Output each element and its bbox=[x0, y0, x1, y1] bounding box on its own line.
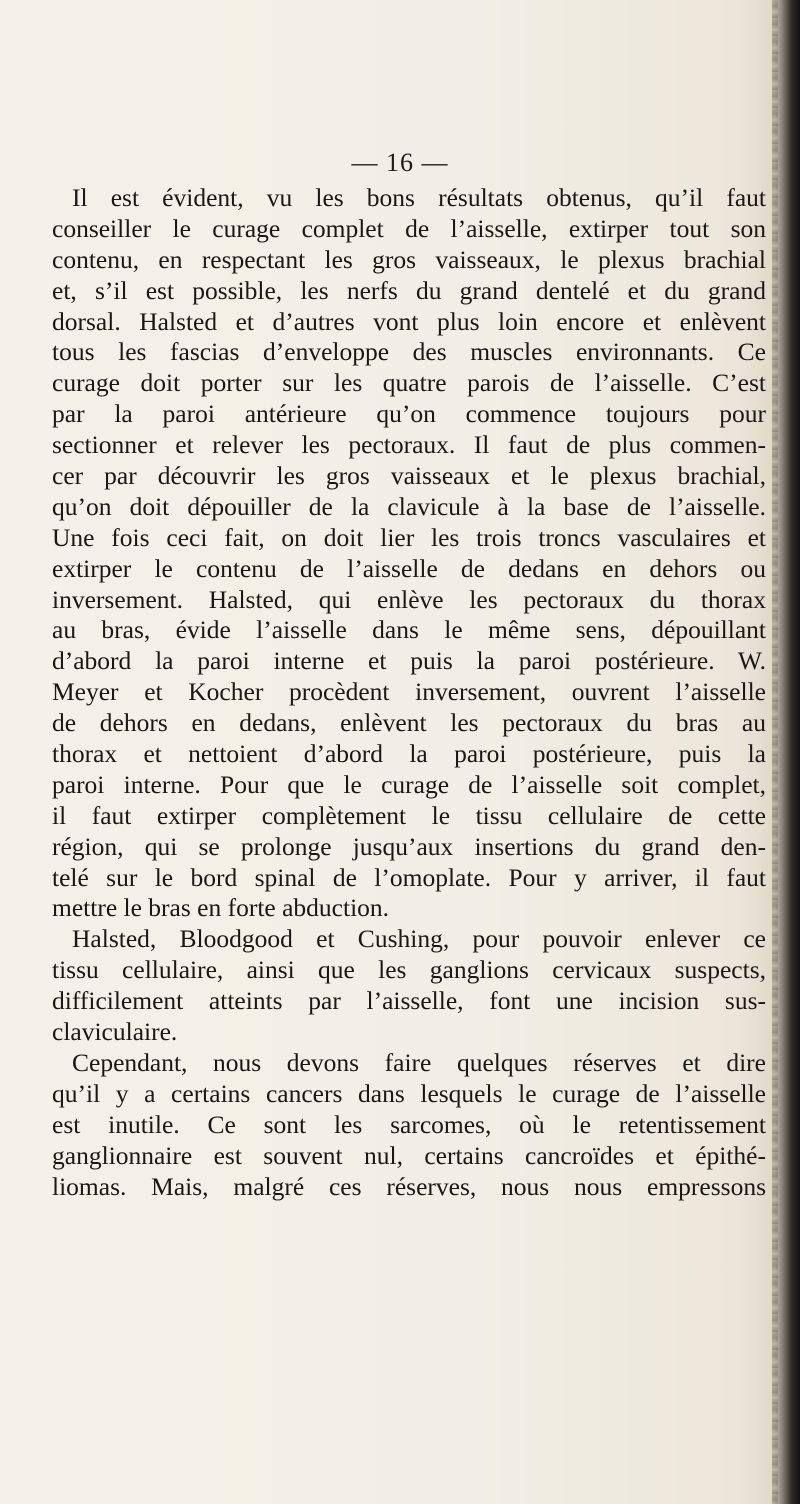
text-line: cer par découvrir les gros vaisseaux et le plexus brachial, bbox=[52, 461, 766, 491]
text-line: sectionner et relever les pectoraux. Il faut de plus commen- bbox=[52, 430, 766, 460]
text-line: il faut extirper complètement le tissu cellulaire de cette bbox=[52, 800, 766, 830]
body-text bbox=[52, 183, 766, 1202]
text-line: et, s’il est possible, les nerfs du grand dentelé et du grand bbox=[52, 275, 766, 305]
text-line: difficilement atteints par l’aisselle, font une incision sus- bbox=[52, 986, 766, 1016]
text-line: par la paroi antérieure qu’on commence toujours pour bbox=[52, 399, 766, 429]
text-line: Meyer et Kocher procèdent inversement, ouvrent l’aisselle bbox=[52, 677, 766, 707]
text-line: mettre le bras en forte abduction. bbox=[52, 893, 390, 923]
text-line: ganglionnaire est souvent nul, certains cancroïdes et épithé- bbox=[52, 1140, 766, 1170]
text-line: de dehors en dedans, enlèvent les pectoraux du bras au bbox=[52, 708, 766, 738]
text-line: qu’on doit dépouiller de la clavicule à la base de l’aisselle. bbox=[52, 491, 766, 521]
text-line: paroi interne. Pour que le curage de l’aisselle soit complet, bbox=[52, 769, 766, 799]
text-line: thorax et nettoient d’abord la paroi postérieure, puis la bbox=[52, 739, 766, 769]
text-line: d’abord la paroi interne et puis la paroi postérieure. W. bbox=[52, 646, 766, 676]
text-line: conseiller le curage complet de l’aisselle, extirper tout son bbox=[52, 213, 766, 243]
text-line: contenu, en respectant les gros vaisseaux, le plexus brachial bbox=[52, 244, 766, 274]
text-line: telé sur le bord spinal de l’omoplate. Pour y arriver, il faut bbox=[52, 862, 766, 892]
text-line: qu’il y a certains cancers dans lesquels le curage de l’aisselle bbox=[52, 1078, 766, 1108]
text-line: Il est évident, vu les bons résultats obtenus, qu’il faut bbox=[72, 183, 766, 212]
text-line: inversement. Halsted, qui enlève les pectoraux du thorax bbox=[52, 584, 766, 614]
page-number: — 16 — bbox=[351, 148, 449, 177]
text-line: extirper le contenu de l’aisselle de dedans en dehors ou bbox=[52, 553, 766, 583]
text-line: tissu cellulaire, ainsi que les ganglions cervicaux suspects, bbox=[52, 955, 766, 985]
text-line: Une fois ceci fait, on doit lier les trois troncs vasculaires et bbox=[52, 522, 766, 552]
text-line: curage doit porter sur les quatre parois de l’aisselle. C’est bbox=[52, 368, 766, 398]
text-line: Cependant, nous devons faire quelques réserves et dire bbox=[72, 1047, 766, 1077]
text-line: Halsted, Bloodgood et Cushing, pour pouvoir enlever ce bbox=[72, 924, 766, 954]
text-line: liomas. Mais, malgré ces réserves, nous nous empressons bbox=[52, 1171, 766, 1201]
text-line: au bras, évide l’aisselle dans le même sens, dépouillant bbox=[52, 615, 766, 645]
text-line: région, qui se prolonge jusqu’aux insertions du grand den- bbox=[52, 831, 766, 861]
text-line: tous les fascias d’enveloppe des muscles environnants. Ce bbox=[52, 337, 766, 367]
text-line: claviculaire. bbox=[52, 1017, 178, 1047]
text-line: dorsal. Halsted et d’autres vont plus loin encore et enlèvent bbox=[52, 306, 766, 336]
text-line: est inutile. Ce sont les sarcomes, où le retentissement bbox=[52, 1109, 766, 1139]
page-edge bbox=[772, 0, 778, 1504]
